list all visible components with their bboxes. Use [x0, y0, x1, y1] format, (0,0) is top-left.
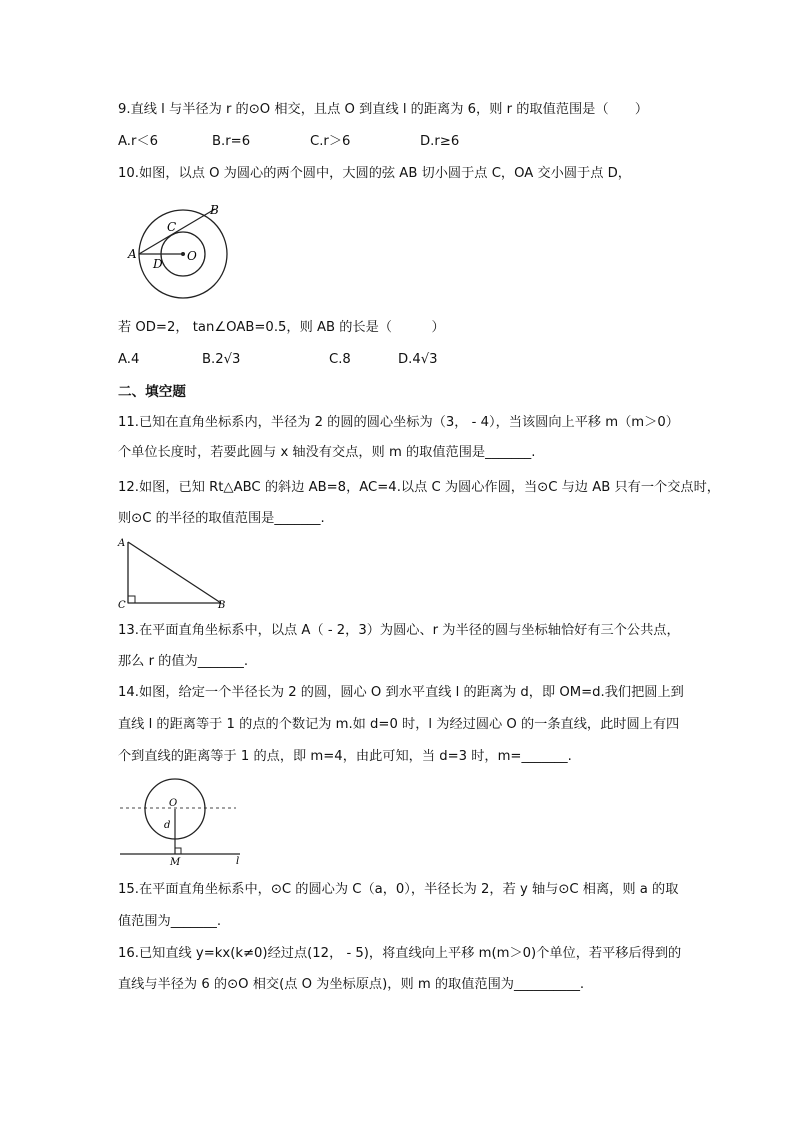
q11-line-2: 个单位长度时，若要此圆与 x 轴没有交点，则 m 的取值范围是_______.	[118, 445, 536, 460]
q16-line-2: 直线与半径为 6 的⊙O 相交(点 O 为坐标原点)，则 m 的取值范围为__________.	[118, 977, 585, 992]
q12-label-b: B	[218, 600, 226, 611]
q10-label-o: O	[187, 249, 197, 263]
q14-line-2: 直线 l 的距离等于 1 的点的个数记为 m.如 d=0 时，l 为经过圆心 O 的一条直线，此时圆上有四	[118, 717, 680, 732]
q10-label-b: B	[210, 203, 219, 217]
q10-option-a: A.4	[118, 352, 140, 367]
q9-option-b: B.r=6	[212, 134, 251, 149]
q10-stem: 10.如图，以点 O 为圆心的两个圆中，大圆的弦 AB 切小圆于点 C，OA 交小圆于点 D，	[118, 166, 631, 181]
q10-option-d: D.4√3	[398, 352, 438, 367]
q15-line-2: 值范围为_______.	[118, 914, 222, 929]
q12-label-a: A	[118, 538, 126, 549]
q12-figure	[116, 534, 236, 612]
q12-label-c: C	[118, 600, 126, 611]
q13-line-2: 那么 r 的值为_______.	[118, 654, 249, 669]
q14-label-d: d	[164, 820, 171, 831]
q10-label-c: C	[167, 220, 177, 234]
q16-line-1: 16.已知直线 y=kx(k≠0)经过点(12， - 5)，将直线向上平移 m(m＞0)个单位，若平移后得到的	[118, 946, 682, 961]
q12-hypotenuse-ab	[128, 542, 221, 603]
q12-line-1: 12.如图，已知 Rt△ABC 的斜边 AB=8，AC=4.以点 C 为圆心作圆，当⊙C 与边 AB 只有一个交点时，	[118, 480, 720, 495]
q10-label-a: A	[128, 247, 137, 261]
q14-figure	[118, 776, 248, 868]
q10-figure	[118, 196, 238, 306]
q9-option-c: C.r＞6	[310, 134, 351, 149]
q10-label-d: D	[153, 257, 163, 271]
q10-condition: 若 OD=2， tan∠OAB=0.5，则 AB 的长是（ ）	[118, 320, 445, 335]
q10-option-b: B.2√3	[202, 352, 241, 367]
q15-line-1: 15.在平面直角坐标系中，⊙C 的圆心为 C（a，0），半径长为 2，若 y 轴与⊙C 相离，则 a 的取	[118, 882, 679, 897]
q12-right-angle-mark	[128, 596, 135, 603]
q14-label-o: O	[169, 798, 178, 809]
q9-option-d: D.r≥6	[420, 134, 460, 149]
q11-line-1: 11.已知在直角坐标系内，半径为 2 的圆的圆心坐标为（3， - 4），当该圆向上平移 m（m＞0）	[118, 415, 679, 430]
q14-label-m: M	[170, 857, 181, 868]
section-fill-in-blank-heading: 二、填空题	[118, 384, 186, 400]
q13-line-1: 13.在平面直角坐标系中，以点 A（ - 2，3）为圆心、r 为半径的圆与坐标轴恰好有三个公共点，	[118, 623, 680, 638]
q10-option-c: C.8	[329, 352, 351, 367]
q14-line-1: 14.如图，给定一个半径长为 2 的圆，圆心 O 到水平直线 l 的距离为 d，即 OM=d.我们把圆上到	[118, 685, 684, 700]
q9-option-a: A.r＜6	[118, 134, 158, 149]
q14-line-3: 个到直线的距离等于 1 的点，即 m=4，由此可知，当 d=3 时，m=_______.	[118, 749, 572, 764]
q10-center-dot	[181, 252, 185, 256]
q9-stem: 9.直线 l 与半径为 r 的⊙O 相交，且点 O 到直线 l 的距离为 6，则 r 的取值范围是（ ）	[118, 102, 649, 117]
q12-line-2: 则⊙C 的半径的取值范围是_______.	[118, 511, 325, 526]
q14-label-l: l	[236, 856, 240, 867]
q14-right-angle-mark	[175, 848, 181, 854]
